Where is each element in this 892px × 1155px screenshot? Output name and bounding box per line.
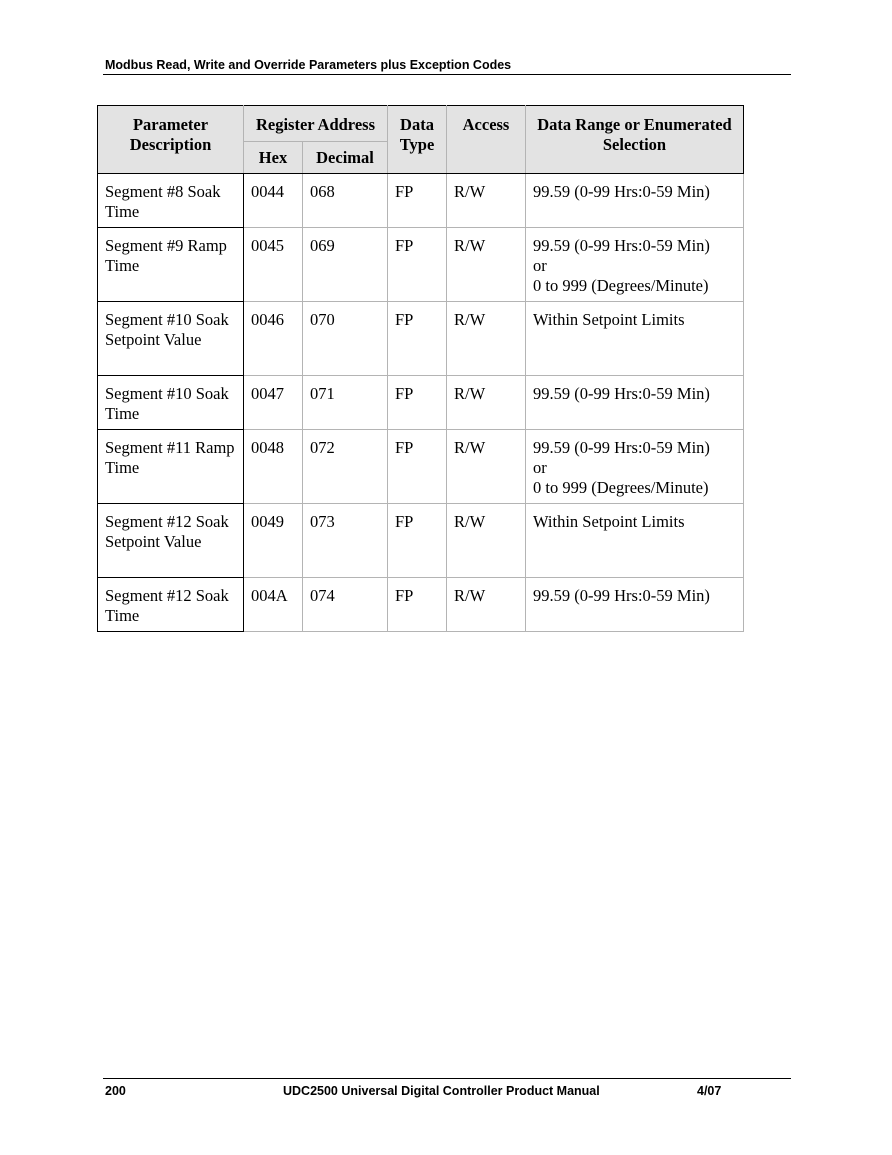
parameter-description-cell: Segment #10 Soak Time — [98, 376, 244, 430]
table-row — [98, 376, 744, 430]
table-row — [98, 302, 744, 376]
col-header-decimal: Decimal — [303, 142, 388, 174]
hex-cell: 0049 — [244, 504, 303, 578]
data-range-cell — [526, 376, 744, 430]
parameter-description-cell: Segment #11 Ramp Time — [98, 430, 244, 504]
page-header-title: Modbus Read, Write and Override Parameters plus Exception Codes — [105, 58, 512, 72]
decimal-cell: 072 — [303, 430, 388, 504]
decimal-cell: 068 — [303, 174, 388, 228]
footer-divider — [103, 1078, 791, 1079]
access-cell: R/W — [447, 430, 526, 504]
data-range-line: Within Setpoint Limits — [533, 512, 685, 531]
parameter-description-cell: Segment #12 Soak Setpoint Value — [98, 504, 244, 578]
access-cell: R/W — [447, 376, 526, 430]
col-header-register-address: Register Address — [244, 106, 388, 142]
data-range-cell — [526, 228, 744, 302]
parameters-table — [97, 105, 744, 632]
data-range-line: 99.59 (0-99 Hrs:0-59 Min) — [533, 384, 710, 403]
data-range-line: 0 to 999 (Degrees/Minute) — [533, 478, 709, 497]
decimal-cell: 071 — [303, 376, 388, 430]
access-cell: R/W — [447, 174, 526, 228]
data-range-cell — [526, 430, 744, 504]
data-type-cell: FP — [388, 504, 447, 578]
data-type-cell: FP — [388, 376, 447, 430]
data-range-cell — [526, 504, 744, 578]
decimal-cell: 073 — [303, 504, 388, 578]
data-range-line: 99.59 (0-99 Hrs:0-59 Min) — [533, 586, 710, 605]
col-header-hex: Hex — [244, 142, 303, 174]
access-cell: R/W — [447, 228, 526, 302]
table-row — [98, 578, 744, 632]
col-header-data-range: Data Range or Enumerated Selection — [526, 106, 744, 174]
data-type-cell: FP — [388, 302, 447, 376]
table-row — [98, 228, 744, 302]
col-header-data-type: Data Type — [388, 106, 447, 174]
table-row — [98, 504, 744, 578]
data-range-cell — [526, 174, 744, 228]
parameter-description-cell: Segment #8 Soak Time — [98, 174, 244, 228]
access-cell: R/W — [447, 504, 526, 578]
data-range-line: Within Setpoint Limits — [533, 310, 685, 329]
parameter-description-cell: Segment #9 Ramp Time — [98, 228, 244, 302]
col-header-access: Access — [447, 106, 526, 174]
header-divider — [103, 74, 791, 75]
hex-cell: 0045 — [244, 228, 303, 302]
footer-page-number: 200 — [105, 1084, 126, 1098]
footer-manual-title: UDC2500 Universal Digital Controller Product Manual — [283, 1084, 600, 1098]
parameter-description-cell: Segment #12 Soak Time — [98, 578, 244, 632]
data-range-line: or — [533, 458, 547, 477]
parameter-description-cell: Segment #10 Soak Setpoint Value — [98, 302, 244, 376]
decimal-cell: 074 — [303, 578, 388, 632]
footer-date: 4/07 — [697, 1084, 722, 1098]
data-type-cell: FP — [388, 578, 447, 632]
access-cell: R/W — [447, 302, 526, 376]
table-body — [98, 174, 744, 632]
hex-cell: 0047 — [244, 376, 303, 430]
table-row — [98, 430, 744, 504]
decimal-cell: 069 — [303, 228, 388, 302]
data-type-cell: FP — [388, 174, 447, 228]
col-header-parameter-description: Parameter Description — [98, 106, 244, 174]
data-type-cell: FP — [388, 430, 447, 504]
decimal-cell: 070 — [303, 302, 388, 376]
data-range-line: 0 to 999 (Degrees/Minute) — [533, 276, 709, 295]
data-range-line: 99.59 (0-99 Hrs:0-59 Min) — [533, 438, 710, 457]
data-range-line: or — [533, 256, 547, 275]
access-cell: R/W — [447, 578, 526, 632]
data-range-cell — [526, 578, 744, 632]
data-range-cell — [526, 302, 744, 376]
hex-cell: 0046 — [244, 302, 303, 376]
hex-cell: 004A — [244, 578, 303, 632]
hex-cell: 0044 — [244, 174, 303, 228]
data-range-line: 99.59 (0-99 Hrs:0-59 Min) — [533, 182, 710, 201]
table-row — [98, 174, 744, 228]
data-type-cell: FP — [388, 228, 447, 302]
hex-cell: 0048 — [244, 430, 303, 504]
data-range-line: 99.59 (0-99 Hrs:0-59 Min) — [533, 236, 710, 255]
